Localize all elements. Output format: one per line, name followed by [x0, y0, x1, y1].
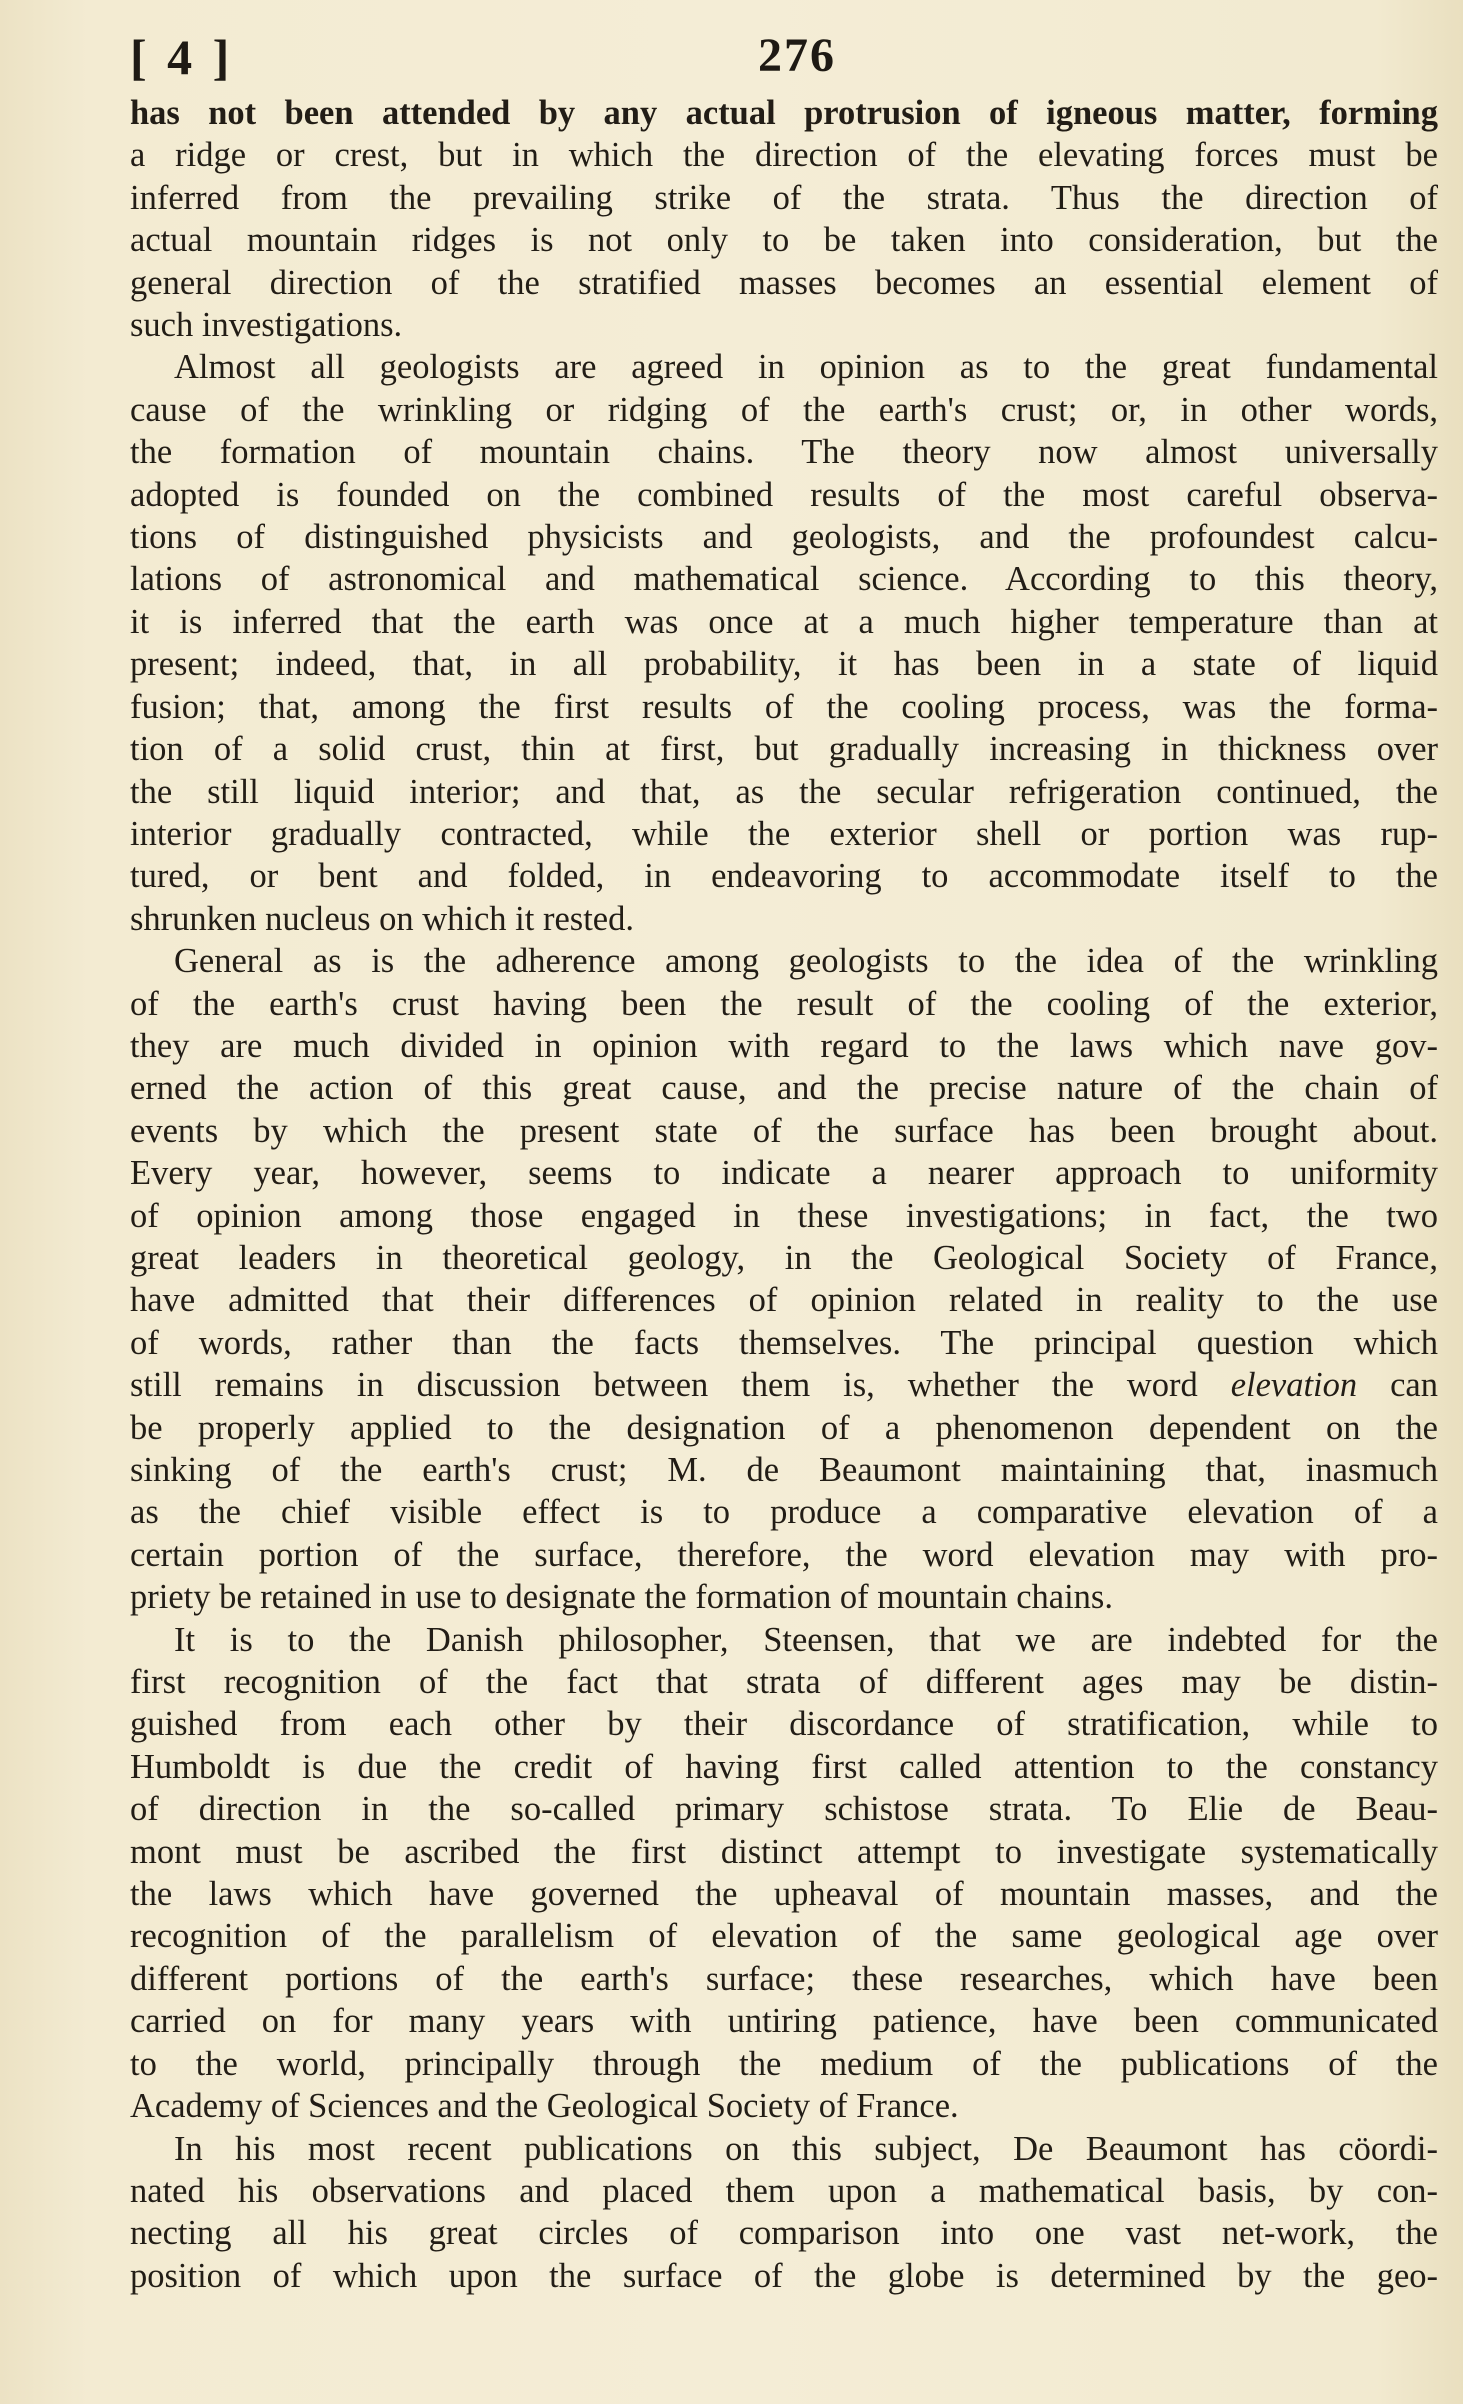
paragraph-2: [130, 346, 1438, 940]
emphasized-word: elevation: [1230, 1366, 1358, 1405]
text-line: guished from each other by their discordance of stratification, while to: [130, 1705, 1438, 1744]
text-line: tured, or bent and folded, in endeavoring to accommodate itself to the: [130, 857, 1438, 896]
text-line: present; indeed, that, in all probability, it has been in a state of liquid: [130, 645, 1438, 684]
text-line: nated his observations and placed them upon a mathematical basis, by con-: [130, 2171, 1438, 2210]
paragraph-3: [130, 940, 1438, 1619]
text-line: adopted is founded on the combined results of the most careful observa-: [130, 475, 1438, 514]
text-line: of the earth's crust having been the result of the cooling of the exterior,: [130, 984, 1438, 1023]
text-line: inferred from the prevailing strike of the strata. Thus the direction of: [130, 178, 1438, 217]
text-line: the formation of mountain chains. The theory now almost universally: [130, 433, 1438, 472]
text-line: cause of the wrinkling or ridging of the earth's crust; or, in other words,: [130, 390, 1438, 429]
text-line: tion of a solid crust, thin at first, but gradually increasing in thickness over: [130, 730, 1438, 769]
text-line: have admitted that their differences of opinion related in reality to the use: [130, 1281, 1438, 1320]
text-line: general direction of the stratified masses becomes an essential element of: [130, 263, 1438, 302]
text-line: Academy of Sciences and the Geological Society of France.: [130, 2087, 959, 2126]
text-line: position of which upon the surface of the globe is determined by the geo-: [130, 2256, 1438, 2295]
text-line: It is to the Danish philosopher, Steensen, that we are indebted for the: [174, 1620, 1438, 1659]
text-line: Every year, however, seems to indicate a nearer approach to uniformity: [130, 1154, 1438, 1193]
text-line: be properly applied to the designation of a phenomenon dependent on the: [130, 1408, 1438, 1447]
page-number: 276: [758, 29, 836, 82]
signature-mark: [ 4 ]: [130, 29, 234, 85]
text-line: such investigations.: [130, 306, 403, 345]
text-line: it is inferred that the earth was once at a much higher temperature than at: [130, 602, 1438, 641]
text-line: of direction in the so-called primary schistose strata. To Elie de Beau-: [130, 1790, 1438, 1829]
paragraph-1: [130, 92, 1438, 346]
text-line: they are much divided in opinion with regard to the laws which nave gov-: [130, 1026, 1438, 1065]
text-line: recognition of the parallelism of elevation of the same geological age over: [130, 1917, 1438, 1956]
text-line: certain portion of the surface, therefore, the word elevation may with pro-: [130, 1535, 1438, 1574]
text-line: Almost all geologists are agreed in opinion as to the great fundamental: [174, 348, 1438, 387]
text-line: lations of astronomical and mathematical science. According to this theory,: [130, 560, 1438, 599]
text-line: sinking of the earth's crust; M. de Beaumont maintaining that, inasmuch: [130, 1451, 1438, 1489]
paragraph-4: [130, 1619, 1438, 2128]
page-body-text: [130, 92, 1438, 2297]
text-line: Humboldt is due the credit of having first called attention to the constancy: [130, 1747, 1438, 1786]
paragraph-5: [130, 2128, 1438, 2298]
text-line: to the world, principally through the medium of the publications of the: [130, 2044, 1438, 2083]
text-line: events by which the present state of the surface has been brought about.: [130, 1111, 1438, 1150]
text-line: interior gradually contracted, while the exterior shell or portion was rup-: [130, 814, 1438, 853]
text-line: the still liquid interior; and that, as the secular refrigeration continued, the: [130, 772, 1438, 811]
text-line: fusion; that, among the first results of the cooling process, was the forma-: [130, 687, 1438, 726]
text-line: still remains in discussion between them is, whether the word elevation can: [130, 1366, 1438, 1405]
text-line: tions of distinguished physicists and geologists, and the profoundest calcu-: [130, 518, 1438, 557]
text-line: In his most recent publications on this subject, De Beaumont has cöordi-: [174, 2129, 1438, 2168]
text-line: of opinion among those engaged in these investigations; in fact, the two: [130, 1196, 1438, 1235]
text-line: priety be retained in use to designate the formation of mountain chains.: [130, 1578, 1113, 1617]
text-line: actual mountain ridges is not only to be taken into consideration, but the: [130, 221, 1438, 260]
text-line: shrunken nucleus on which it rested.: [130, 899, 634, 938]
text-line: of words, rather than the facts themselves. The principal question which: [130, 1323, 1438, 1362]
text-line: different portions of the earth's surface; these researches, which have been: [130, 1959, 1438, 1998]
text-line: the laws which have governed the upheaval of mountain masses, and the: [130, 1875, 1438, 1914]
text-line: carried on for many years with untiring patience, have been communicated: [130, 2002, 1438, 2041]
text-line: General as is the adherence among geologists to the idea of the wrinkling: [174, 942, 1438, 981]
running-header: [130, 28, 1430, 88]
text-line: as the chief visible effect is to produce a comparative elevation of a: [130, 1493, 1438, 1532]
text-line: has not been attended by any actual protrusion of igneous matter, forming: [130, 94, 1438, 132]
text-line: necting all his great circles of comparison into one vast net-work, the: [130, 2214, 1438, 2253]
text-line: great leaders in theoretical geology, in the Geological Society of France,: [130, 1238, 1438, 1277]
text-line: erned the action of this great cause, and the precise nature of the chain of: [130, 1069, 1438, 1108]
text-line: a ridge or crest, but in which the direction of the elevating forces must be: [130, 136, 1438, 175]
text-line: mont must be ascribed the first distinct attempt to investigate systematically: [130, 1832, 1438, 1871]
text-line: first recognition of the fact that strata of different ages may be distin-: [130, 1663, 1438, 1702]
